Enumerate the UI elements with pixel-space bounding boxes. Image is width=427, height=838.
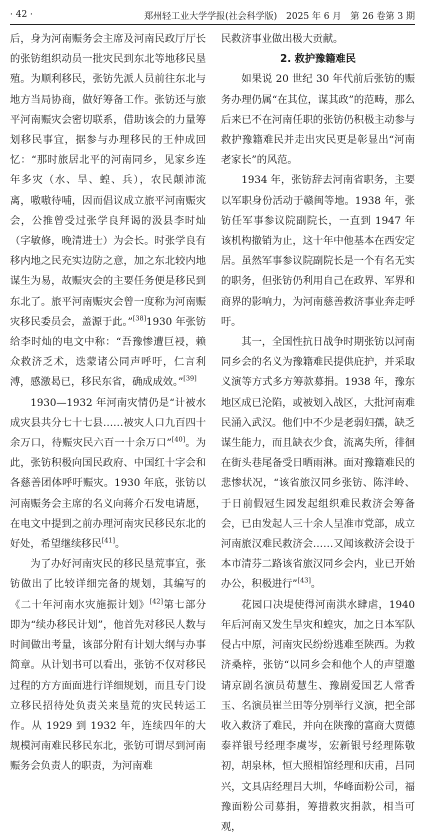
- right-column: [221, 30, 415, 833]
- paragraph: 后，身为河南赈务会主席及河南民政厅厅长的张钫组织动员一批灾民到东北等地移民垦殖。为顺利移民，张钫先派人员前往东北与地方当局协商，做好筹备工作。张钫还与旅平河南赈灾会密切联系，借助该会的力量筹划移民事宜，据参与办理移民的王仲成回忆：“那时旅居北平的河南同乡，见家乡连年多灾（水、旱、蝗、兵），农民颠沛流离，嗷嗷待哺，因而倡议成立旅平河南赈灾会，公推曾受过张学良拜谒的汲县李时灿（字敏修，晚清进士）为会长。时张学良有移内地之民充实边防之意，加之东北较内地谋生为易，故赈灾会的主要任务便是移民到东北了。旅平河南赈灾会曾一度称为河南赈灾移民委员会，盖源于此。”[38]1930 年张钫给李时灿的电文中称：“吾豫惨遭巨祲，赖众救济乏术，迭蒙诸公同声呼吁，仁言利溥，感激曷已，移民东省，确成成效。”[39]: [10, 34, 206, 389]
- paragraph: 1930—1932 年河南灾情仍是“计被水成灾县共分七十七县……被灾人口九百四十余万口，待赈灾民六百一十余万口”[40]。为此，张钫积极向国民政府、中国红十字会和各慈善团体呼吁赈灾。1930 年底，张钫以河南赈务会主席的名义向蒋介石发电请愿，在电文中提到之前办理河南灾民移民东北的好处，希望继续移民[41]。: [10, 397, 206, 551]
- citation[interactable]: [41]: [101, 536, 116, 545]
- running-header: [10, 7, 415, 23]
- paragraph: 如果说 20 世纪 30 年代前后张钫的赈务办理仍属“在其位，谋其政”的范畴，那么后来已不在河南任职的张钫仍积极主动参与救护豫籍难民并走出灾民更是彰显出“河南老家长”的风范。: [221, 74, 415, 167]
- paragraph: 民救济事业做出极大贡献。: [221, 34, 344, 45]
- paragraph: 花园口决堤使得河南洪水肆虐，1940 年后河南又发生旱灾和蝗灾，加之日本军队侵占中原，河南灾民纷纷逃难至陕西。为救济桑梓，张钫“以同乡会和他个人的声望邀请京剧名演员荀慧生、豫剧爱国艺人常香玉、名演员崔兰田等分别举行义演，把全部收入救济了难民，并向在陕豫的富商大贾德泰祥银号经理李虞岑，宏新银号经理陈敬初，胡泉林，恒大照相馆经理和庆甫，吕同兴，文具店经理吕大圳，华峰面粉公司，福豫面粉公司募捐，筹措救灾捐款，相当可观，: [221, 599, 415, 833]
- paragraph: 1934 年，张钫辞去河南省职务，主要以军职身份活动于赣闽等地。1938 年，张钫任军事参议院副院长，一直到 1947 年该机构撤销为止，这十年中他基本在西安定居。虽然军事参议院副院长是一个有名无实的职务，但张钫仍利用自己在政界、军界和商界的影响力，为河南慈善救济事业奔走呼吁。: [221, 175, 415, 328]
- journal-info: 郑州轻工业大学学报(社会科学版) 2025 年 6 月 第 26 卷第 3 期: [144, 11, 415, 22]
- paragraph: 为了办好河南灾民的移民垦荒事宜，张钫做出了比较详细完备的规划，其编写的《二十年河南水灾施振计划》[42]第七部分即为“续办移民计划”，他首先对移民人数与时间做出考量，该部分附有计划大纲与办事简章。从计划书可以看出，张钫不仅对移民过程的方方面面进行详细规划，而且专门设立移民招待处负责关来垦荒的灾民转运工作。从 1929 到 1932 年，连续四年的大规模河南难民移民东北，张钫可谓尽到河南赈务会负责人的职责，为河南难: [10, 559, 207, 773]
- section-heading: 2. 救护豫籍难民: [280, 54, 356, 66]
- citation[interactable]: [42]: [149, 597, 164, 606]
- citation[interactable]: [38]: [132, 314, 147, 323]
- citation[interactable]: [43]: [297, 577, 311, 586]
- left-column: [10, 30, 207, 773]
- paragraph: 其一，全国性抗日战争时期张钫以河南同乡会的名义为豫籍难民提供庇护，并采取义演等方式多方筹款募捐。1938 年，豫东地区成已沦陷，或被划入战区，大批河南难民涌入武汉。他们中不少是老弱妇孺，缺乏谋生能力，而且缺衣少食，流离失所，徘徊在街头巷尾备受日晒雨淋。面对豫籍难民的悲惨状况，“该省旅汉同乡张钫、陈泮岭、于日前假冠生园发起组织难民救济会筹备会，已由发起人三十余人呈准市党部，成立河南旅汉难民救济会……又闻该救济会设于本市清芬二路该省旅汉同乡会内，业已开始办公，积极进行”[43]。: [221, 337, 415, 591]
- citation[interactable]: [39]: [183, 375, 197, 384]
- page-number: · 42 ·: [10, 10, 33, 20]
- header-rule: [10, 24, 415, 25]
- citation[interactable]: [40]: [171, 435, 186, 444]
